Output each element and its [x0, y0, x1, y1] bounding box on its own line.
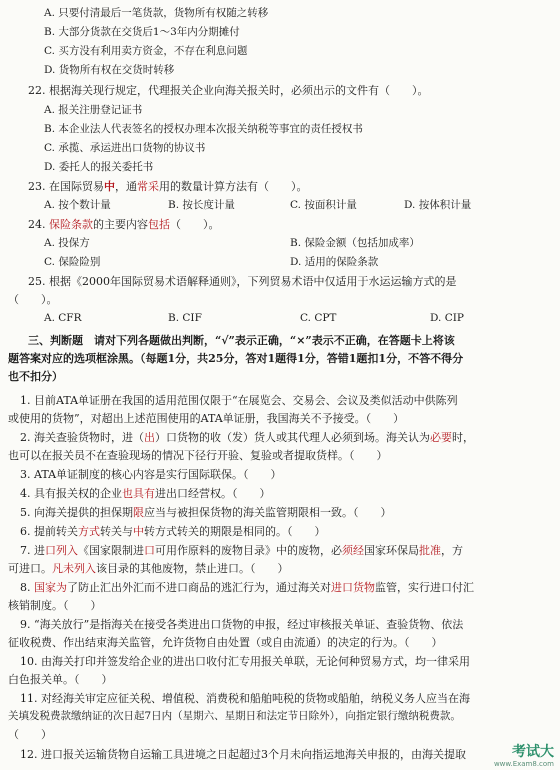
judge-8-line1 — [20, 580, 474, 595]
question-23-option-d: D. 按体积计量 — [404, 199, 472, 211]
j7-part: 可进口。 — [8, 562, 52, 575]
q24-stem-part: 的主要内容 — [93, 218, 148, 231]
j7-highlight: 批准 — [419, 544, 441, 557]
q24-stem-part: 24. — [28, 218, 49, 231]
judge-7-line1 — [20, 543, 463, 558]
judge-1-line2: 或使用的货物”，对超出上述范围使用的ATA单证册，我国海关不予接受。（ ） — [8, 412, 405, 425]
section-3-heading-line3: 也不扣分） — [8, 370, 63, 383]
question-25-option-a: A. CFR — [44, 312, 82, 324]
judge-11-line1: 11. 对经海关审定应征关税、增值税、消费税和船舶吨税的货物或船舶，纳税义务人应当在海 — [20, 692, 470, 705]
judge-7-line2 — [8, 561, 289, 576]
judge-10-line2: 白色报关单。（ ） — [8, 673, 113, 686]
top-option-a: A. 只要付清最后一笔货款，货物所有权随之转移 — [44, 7, 269, 19]
j8-highlight: 国家为 — [34, 581, 67, 594]
q23-stem-part: 用的数量计算方法有（ ）。 — [159, 180, 308, 193]
q23-stem-highlight: 中 — [104, 180, 115, 193]
judge-9-line1: 9. “海关放行”是指海关在接受各类进出口货物的申报，经过审核报关单证、查验货物、依法 — [20, 618, 464, 631]
judge-9-line2: 征收税费、作出结束海关监管，允许货物自由处置（或自由流通）的决定的行为。（ ） — [8, 636, 443, 649]
j7-part: 可用作原料的废物目录》中的废物，必 — [155, 544, 342, 557]
question-22-stem: 22. 根据海关现行规定，代理报关企业向海关报关时，必须出示的文件有（ ）。 — [28, 84, 429, 97]
j8-part: 监管，实行进口付汇 — [375, 581, 474, 594]
question-24-option-b: B. 保险金额（包括加成率） — [290, 237, 420, 249]
j5-highlight: 限 — [133, 506, 144, 519]
j6-highlight: 方式 — [78, 525, 100, 538]
j8-highlight: 进口货物 — [331, 581, 375, 594]
question-23-option-a: A. 按个数计量 — [44, 199, 111, 211]
question-24-option-d: D. 适用的保险条款 — [290, 256, 379, 268]
j6-part: 6. 提前转关 — [20, 525, 78, 538]
j8-part: 8. — [20, 581, 34, 594]
judge-2-line2: 也可以在报关员不在查验现场的情况下径行开验、复验或者提取货样。（ ） — [8, 449, 388, 462]
question-24-option-c: C. 保险险别 — [44, 256, 101, 268]
judge-8-line2: 核销制度。（ ） — [8, 599, 102, 612]
question-22-option-a: A. 报关注册登记证书 — [44, 104, 143, 116]
question-25-stem-line1: 25. 根据《2000年国际贸易术语解释通则》，下列贸易术语中仅适用于水运运输方式的是 — [28, 275, 457, 288]
q24-stem-highlight: 保险条款 — [49, 218, 93, 231]
j5-part: 应当与被担保货物的海关监管期限相一致。（ ） — [144, 506, 392, 519]
judge-1-line1: 1. 目前ATA单证册在我国的适用范围仅限于“在展览会、交易会、会议及类似活动中供陈列 — [20, 394, 458, 407]
j7-part: ，方 — [441, 544, 463, 557]
j7-part: 国家环保局 — [364, 544, 419, 557]
top-option-d: D. 货物所有权在交货时转移 — [44, 64, 175, 76]
top-option-c: C. 买方没有利用卖方资金，不存在利息问题 — [44, 45, 248, 57]
section-3-heading-line1: 三、判断题 请对下列各题做出判断，“√”表示正确，“×”表示不正确，在答题卡上将该 — [28, 334, 455, 347]
judge-2-line1 — [20, 430, 474, 445]
question-25-stem-line2: （ ）。 — [8, 293, 58, 306]
question-22-option-d: D. 委托人的报关委托书 — [44, 161, 154, 173]
question-22-option-b: B. 本企业法人代表签名的授权办理本次报关纳税等事宜的责任授权书 — [44, 123, 363, 135]
q23-stem-part: ，通 — [115, 180, 137, 193]
watermark-logo — [494, 744, 554, 768]
j4-part: 进出口经营权。（ ） — [155, 487, 271, 500]
judge-5 — [20, 505, 392, 520]
question-25-option-c: C. CPT — [300, 312, 337, 324]
j6-part: 转方式转关的期限是相同的。（ ） — [144, 525, 326, 538]
j4-part: 4. 具有报关权的企业 — [20, 487, 122, 500]
j2-part: 2. 海关查验货物时，进（ — [20, 431, 144, 444]
j7-highlight: 须经 — [342, 544, 364, 557]
j8-part: 了防止汇出外汇而不进口商品的逃汇行为，通过海关对 — [67, 581, 331, 594]
q23-stem-highlight: 常采 — [137, 180, 159, 193]
question-25-option-d: D. CIP — [430, 312, 464, 324]
j6-part: 转关与 — [100, 525, 133, 538]
j5-part: 5. 向海关提供的担保期 — [20, 506, 133, 519]
section-3-heading-line2: 题答案对应的选项框涂黑。（每题1分，共25分，答对1题得1分，答错1题扣1分，不答不得分 — [8, 352, 464, 365]
question-23-option-b: B. 按长度计量 — [168, 199, 235, 211]
judge-6 — [20, 524, 326, 539]
judge-12-line1: 12. 进口报关运输货物自运输工具进境之日起超过3个月未向指运地海关申报的，由海关提取 — [20, 748, 466, 761]
question-23-option-c: C. 按面积计量 — [290, 199, 357, 211]
question-25-option-b: B. CIF — [168, 312, 202, 324]
judge-11-line3: （ ） — [8, 728, 52, 741]
q24-stem-part: （ ）。 — [170, 218, 220, 231]
j4-highlight: 也具有 — [122, 487, 155, 500]
judge-10-line1: 10. 由海关打印并签发给企业的进出口收付汇专用报关单联，无论何种贸易方式，均一律采用 — [20, 655, 470, 668]
j2-highlight: 出 — [144, 431, 155, 444]
j7-highlight: 口列入 — [45, 544, 78, 557]
judge-4 — [20, 486, 271, 501]
j6-highlight: 中 — [133, 525, 144, 538]
question-24-option-a: A. 投保方 — [44, 237, 90, 249]
j7-highlight: 口 — [144, 544, 155, 557]
j7-part: 《国家限制进 — [78, 544, 144, 557]
j2-part: 时， — [452, 431, 474, 444]
j2-part: ）口货物的收（发）货人或其代理人必须到场。海关认为 — [155, 431, 430, 444]
j7-highlight: 凡未列入 — [52, 562, 96, 575]
top-option-b: B. 大部分货款在交货后1～3年内分期摊付 — [44, 26, 240, 38]
question-22-option-c: C. 承揽、承运进出口货物的协议书 — [44, 142, 206, 154]
j2-highlight: 必要 — [430, 431, 452, 444]
judge-11-line2: 关填发税费款缴纳证的次日起7日内（星期六、星期日和法定节日除外），向指定银行缴纳税费款。 — [8, 710, 461, 722]
watermark-title: 考试大 — [512, 744, 554, 760]
j7-part: 该目录的其他废物，禁止进口。（ ） — [96, 562, 289, 575]
question-23-stem — [28, 179, 308, 194]
question-24-stem — [28, 217, 220, 232]
q24-stem-highlight: 包括 — [148, 218, 170, 231]
judge-3: 3. ATA单证制度的核心内容是实行国际联保。（ ） — [20, 468, 282, 481]
q23-stem-part: 23. 在国际贸易 — [28, 180, 104, 193]
watermark-url: www.Exam8.com — [493, 760, 554, 768]
j7-part: 7. 进 — [20, 544, 45, 557]
